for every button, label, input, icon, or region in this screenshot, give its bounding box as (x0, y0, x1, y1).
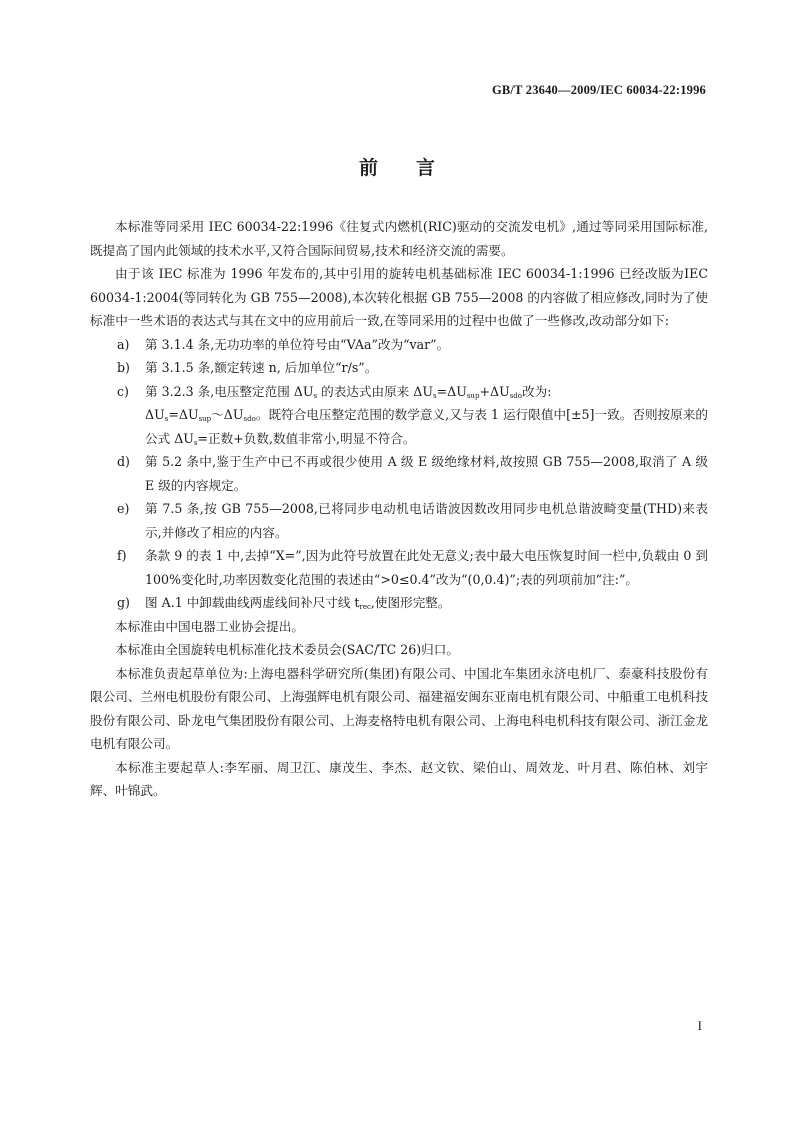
formula-text: ～ΔU (211, 407, 244, 422)
subscript: sdo (243, 415, 256, 423)
list-item-a (90, 333, 708, 357)
formula-text: 。既符合电压整定范围的数学意义,又与表 1 运行限值中[±5]一致。否则按原来的公式 ΔU (145, 407, 708, 446)
list-label: e) (117, 501, 130, 516)
list-label: g) (117, 595, 130, 610)
formula-text: +ΔU (479, 383, 510, 399)
subscript: sup (198, 415, 212, 423)
paragraph-modifications: 由于该 IEC 标准为 1996 年发布的,其中引用的旋转电机基础标准 IEC 60034-1:1996 已经改版为IEC 60034-1:2004(等同转化为 GB 755—2008),本次转化根据 GB 755—2008 的内容做了相应修改,同时为了使标准中一些术语的表达式与其在文中的应用前后一致,在等同采用的过程中也做了一些修改,改动部分如下: (90, 266, 708, 328)
subscript: s (432, 391, 437, 400)
paragraph-managed-by: 本标准由全国旋转电机标准化技术委员会(SAC/TC 26)归口。 (115, 642, 459, 657)
list-text: 第 3.1.5 条,额定转速 n, 后加单位“r/s”。 (145, 360, 378, 375)
paragraph-proposed-by: 本标准由中国电器工业协会提出。 (115, 618, 304, 634)
formula-text: ΔU (145, 407, 165, 422)
subscript: rec (359, 603, 371, 611)
formula-text: =ΔU (436, 383, 467, 399)
page-number: I (697, 1018, 702, 1033)
formula-text: =ΔU (168, 407, 199, 422)
subscript: s (164, 415, 169, 423)
list-text: ,使图形完整。 (370, 595, 451, 610)
list-label: f) (117, 548, 127, 563)
list-label: b) (117, 360, 130, 375)
list-text: 第 7.5 条,按 GB 755—2008,已将同步电动机电话谐波因数改用同步电机总谐波畸变量(THD)来表示,并修改了相应的内容。 (145, 501, 708, 540)
formula-text: 第 3.2.3 条,电压整定范围 ΔU (145, 383, 314, 399)
paragraph-drafting-units: 本标准负责起草单位为:上海电器科学研究所(集团)有限公司、中国北车集团永济电机厂、泰豪科技股份有限公司、兰州电机股份有限公司、上海强辉电机有限公司、福建福安闽东亚南电机有限公司、中船重工电机科技股份有限公司、卧龙电气集团股份有限公司、上海麦格特电机有限公司、上海电科电机科技有限公司、浙江金龙电机有限公司。 (90, 665, 708, 751)
subscript: s (313, 391, 318, 400)
list-item-c (90, 380, 708, 451)
page-title: 前 言 (358, 157, 435, 179)
subscript: sup (466, 391, 480, 400)
list-item-e (90, 497, 708, 544)
paragraph-intro: 本标准等同采用 IEC 60034-22:1996《往复式内燃机(RIC)驱动的交流发电机》,通过等同采用国际标准,既提高了国内此领域的技术水平,又符合国际间贸易,技术和经济交流的需要。 (90, 219, 708, 258)
list-item-g (90, 591, 708, 615)
list-text: 第 3.1.4 条,无功功率的单位符号由“VAa”改为“var”。 (145, 336, 450, 352)
formula-text: 改为: (522, 383, 552, 399)
list-label: a) (117, 336, 130, 352)
formula-text: =正数+负数,数值非常小,明显不符合。 (197, 430, 416, 446)
preface-body (90, 215, 708, 803)
standard-code-header: GB/T 23640—2009/IEC 60034-22:1996 (491, 83, 706, 97)
list-text: 条款 9 的表 1 中,去掉“X=”,因为此符号放置在此处无意义;表中最大电压恢复时间一栏中,负载由 0 到 100%变化时,功率因数变化范围的表述由“>0≤0.4”改为“(0,0.4)”;表的列项前加“注:”。 (145, 548, 708, 587)
list-label: c) (117, 383, 129, 399)
paragraph-drafters: 本标准主要起草人:李军丽、周卫江、康茂生、李杰、赵文钦、梁伯山、周效龙、叶月君、陈伯林、刘宇辉、叶锦武。 (90, 759, 708, 798)
list-item-f (90, 544, 708, 591)
subscript: s (193, 438, 198, 447)
list-text: 图 A.1 中卸载曲线两虚线间补尺寸线 t (145, 595, 360, 610)
list-item-d (90, 450, 708, 497)
list-text: 第 5.2 条中,鉴于生产中已不再或很少使用 A 级 E 级绝缘材料,故按照 GB 755—2008,取消了 A 级 E 级的内容规定。 (145, 454, 708, 493)
list-item-b (90, 356, 708, 380)
subscript: sdo (509, 391, 522, 400)
formula-text: 的表达式由原来 ΔU (317, 383, 433, 399)
list-label: d) (117, 454, 130, 469)
